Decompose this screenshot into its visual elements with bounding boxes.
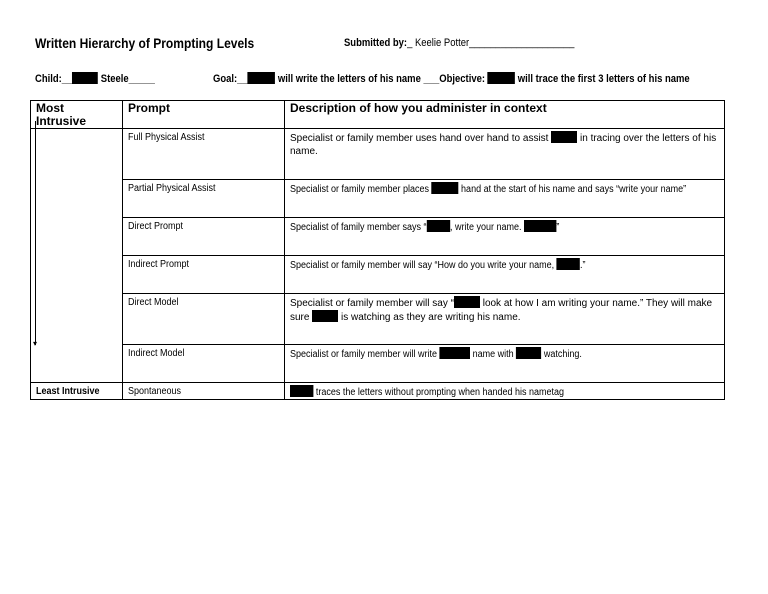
redaction (516, 347, 541, 359)
document-title: Written Hierarchy of Prompting Levels (35, 35, 255, 51)
redaction (432, 182, 459, 194)
table-row (31, 129, 725, 180)
header-most-intrusive: Most Intrusive (31, 101, 123, 129)
description-cell: Specialist or family member places hand at the start of his name and says “write your name” (285, 180, 725, 218)
description-cell: Specialist or family member will say “ look at how I am writing your name.” They will make sure is watching as they are writing his name. (285, 294, 725, 345)
table-header-row (31, 101, 725, 129)
description-cell: Specialist or family member will write name with watching. (285, 345, 725, 383)
redaction (557, 258, 580, 270)
table-row (31, 256, 725, 294)
prompt-cell: Indirect Prompt (123, 256, 285, 294)
goal-prefix: Goal:__ (213, 73, 248, 85)
description-cell: Specialist or family member will say “How do you write your name, .” (285, 256, 725, 294)
redaction (248, 72, 276, 84)
redaction (290, 385, 313, 397)
submitted-label: Submitted by: (344, 37, 408, 49)
intrusiveness-arrow (35, 121, 36, 345)
redaction (427, 220, 450, 232)
prompt-cell: Spontaneous (123, 383, 285, 400)
prompt-cell: Direct Prompt (123, 218, 285, 256)
redaction (454, 296, 480, 308)
child-prefix: Child:__ (35, 73, 73, 85)
description-cell: Specialist or family member uses hand over hand to assist in tracing over the letters of his name. (285, 129, 725, 180)
goal-suffix: will write the letters of his name ___Objective: (275, 73, 488, 85)
description-cell: traces the letters without prompting when handed his nametag (285, 383, 725, 400)
prompt-cell: Direct Model (123, 294, 285, 345)
table-row (31, 180, 725, 218)
prompting-hierarchy-table (30, 100, 725, 400)
intrusiveness-scale (31, 129, 123, 383)
table-row (31, 218, 725, 256)
objective-suffix: will trace the first 3 letters of his name (515, 73, 690, 85)
submitted-value: _ Keelie Potter____________________ (407, 37, 575, 49)
redaction (524, 220, 556, 232)
table-row (31, 294, 725, 345)
redaction (551, 131, 577, 143)
redaction (72, 72, 98, 84)
arrow-down-icon: ▾ (33, 339, 38, 348)
prompt-cell: Full Physical Assist (123, 129, 285, 180)
submitted-by (344, 37, 574, 49)
description-cell: Specialist of family member says “ , write your name. ” (285, 218, 725, 256)
header-prompt: Prompt (123, 101, 285, 129)
redaction (488, 72, 516, 84)
goal-field (213, 72, 690, 85)
child-field (35, 72, 155, 85)
table-row (31, 383, 725, 400)
prompt-cell: Partial Physical Assist (123, 180, 285, 218)
header-description: Description of how you administer in context (285, 101, 725, 129)
child-suffix: Steele_____ (98, 73, 155, 85)
redaction (312, 310, 338, 322)
prompt-cell: Indirect Model (123, 345, 285, 383)
least-intrusive-label: Least Intrusive (31, 383, 123, 400)
table-row (31, 345, 725, 383)
redaction (440, 347, 471, 359)
